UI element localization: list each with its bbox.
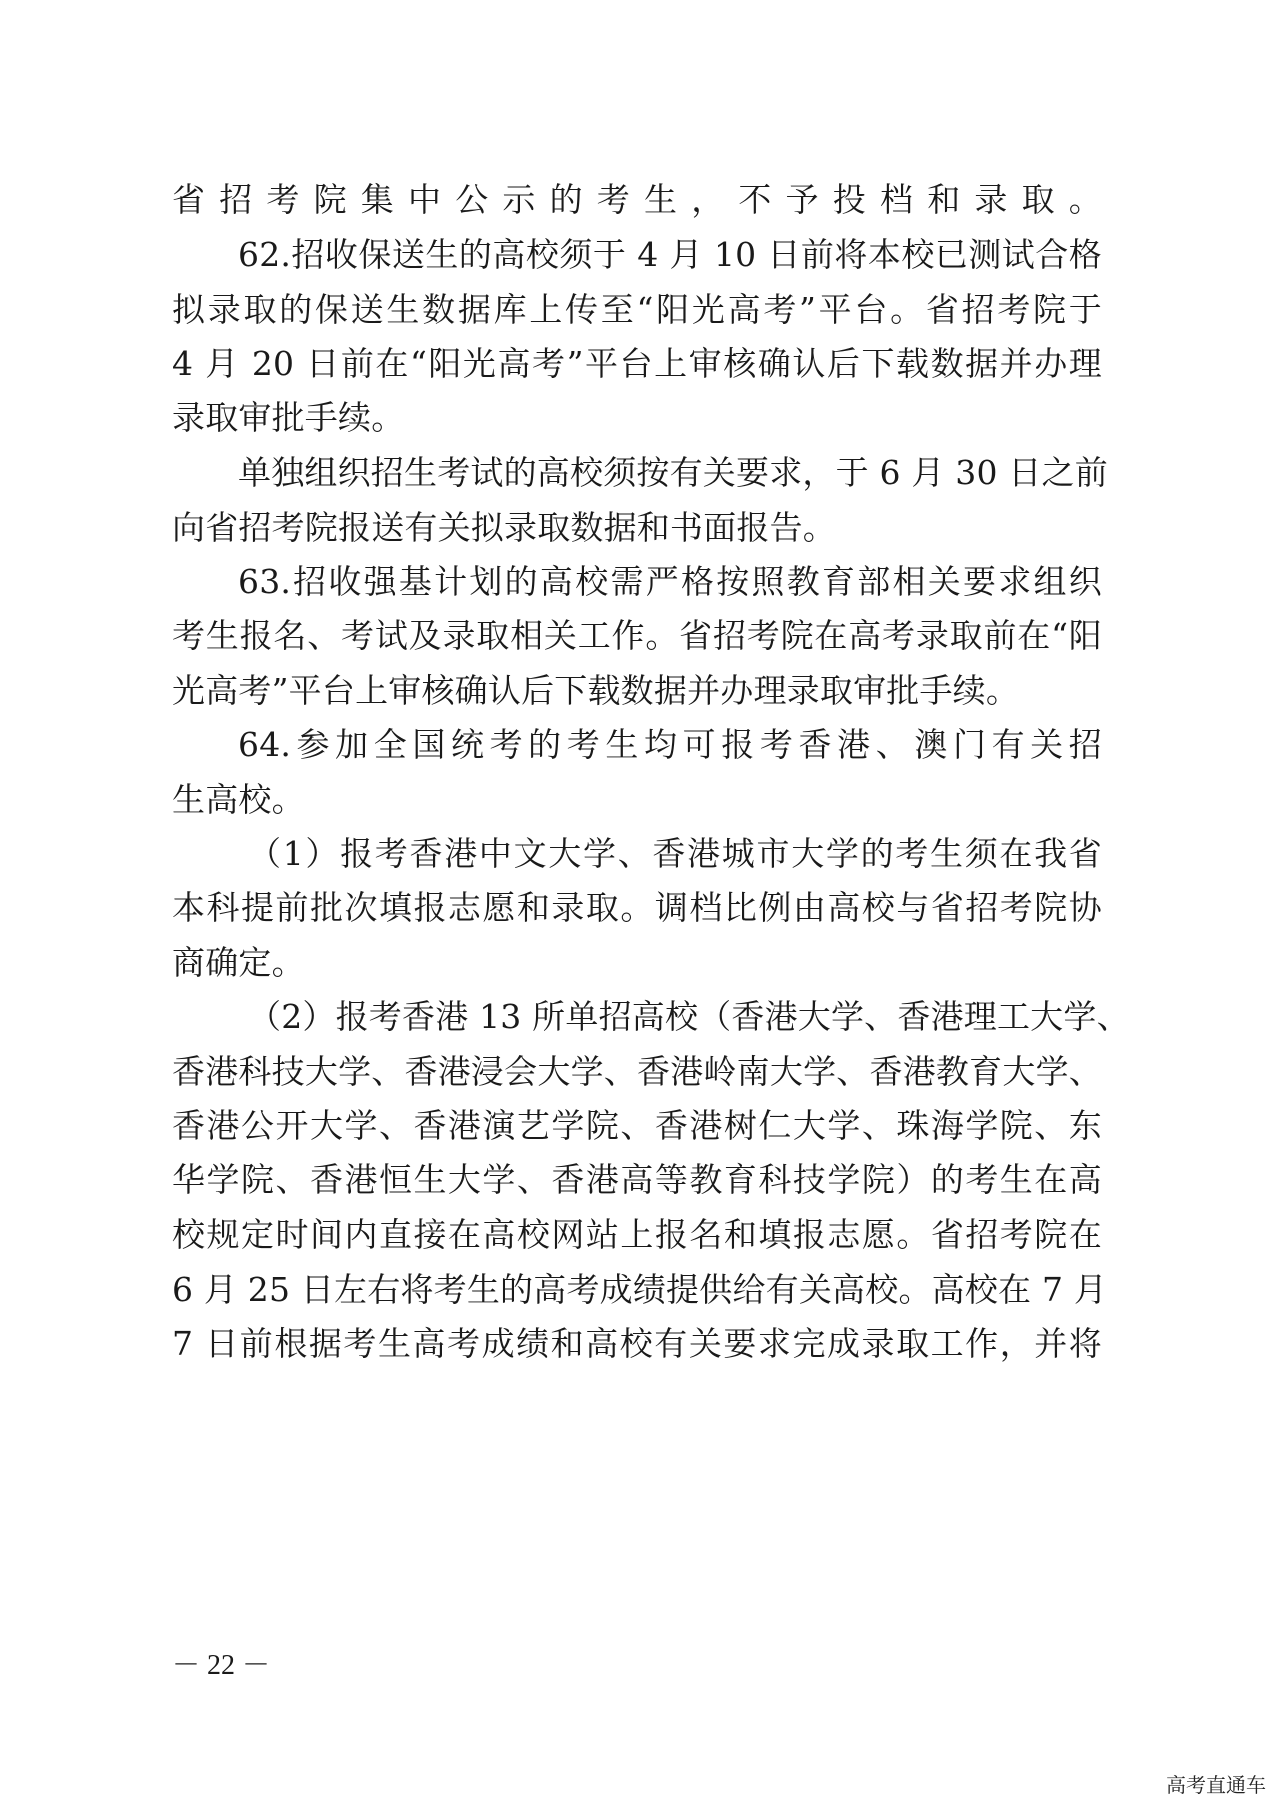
text-line: 63.招收强基计划的高校需严格按照教育部相关要求组织 [238, 562, 1102, 601]
text-line: 考生报名、考试及录取相关工作。省招考院在高考录取前在“阳 [172, 616, 1102, 655]
text-line: 6 月 25 日左右将考生的高考成绩提供给有关高校。高校在 7 月 [172, 1270, 1108, 1309]
text-line: 香港科技大学、香港浸会大学、香港岭南大学、香港教育大学、 [172, 1052, 1102, 1091]
text-line: 香港公开大学、香港演艺学院、香港树仁大学、珠海学院、东 [172, 1106, 1102, 1145]
text-line: 录取审批手续。 [172, 398, 405, 437]
text-line: 本科提前批次填报志愿和录取。调档比例由高校与省招考院协 [172, 888, 1102, 927]
text-line: 光高考”平台上审核确认后下载数据并办理录取审批手续。 [172, 671, 1020, 710]
text-line: 62.招收保送生的高校须于 4 月 10 日前将本校已测试合格 [238, 235, 1102, 274]
text-line: 向省招考院报送有关拟录取数据和书面报告。 [172, 508, 836, 547]
page-number: － 22 － [172, 1650, 271, 1681]
text-line: 省招考院集中公示的考生，不予投档和录取。 [172, 180, 1102, 219]
text-line: 商确定。 [172, 943, 305, 982]
text-line: （1）报考香港中文大学、香港城市大学的考生须在我省 [248, 834, 1102, 873]
text-line: 7 日前根据考生高考成绩和高校有关要求完成录取工作，并将 [172, 1324, 1102, 1363]
text-line: 华学院、香港恒生大学、香港高等教育科技学院）的考生在高 [172, 1160, 1102, 1199]
text-line: （2）报考香港 13 所单招高校（香港大学、香港理工大学、 [248, 997, 1130, 1036]
text-line: 生高校。 [172, 780, 305, 819]
watermark-text: 高考直通车 [1166, 1773, 1266, 1797]
text-line: 单独组织招生考试的高校须按有关要求，于 6 月 30 日之前 [238, 453, 1108, 492]
text-line: 64.参加全国统考的考生均可报考香港、澳门有关招 [238, 725, 1102, 764]
text-line: 校规定时间内直接在高校网站上报名和填报志愿。省招考院在 [172, 1215, 1102, 1254]
text-line: 拟录取的保送生数据库上传至“阳光高考”平台。省招考院于 [172, 290, 1102, 329]
text-line: 4 月 20 日前在“阳光高考”平台上审核确认后下载数据并办理 [172, 344, 1102, 383]
